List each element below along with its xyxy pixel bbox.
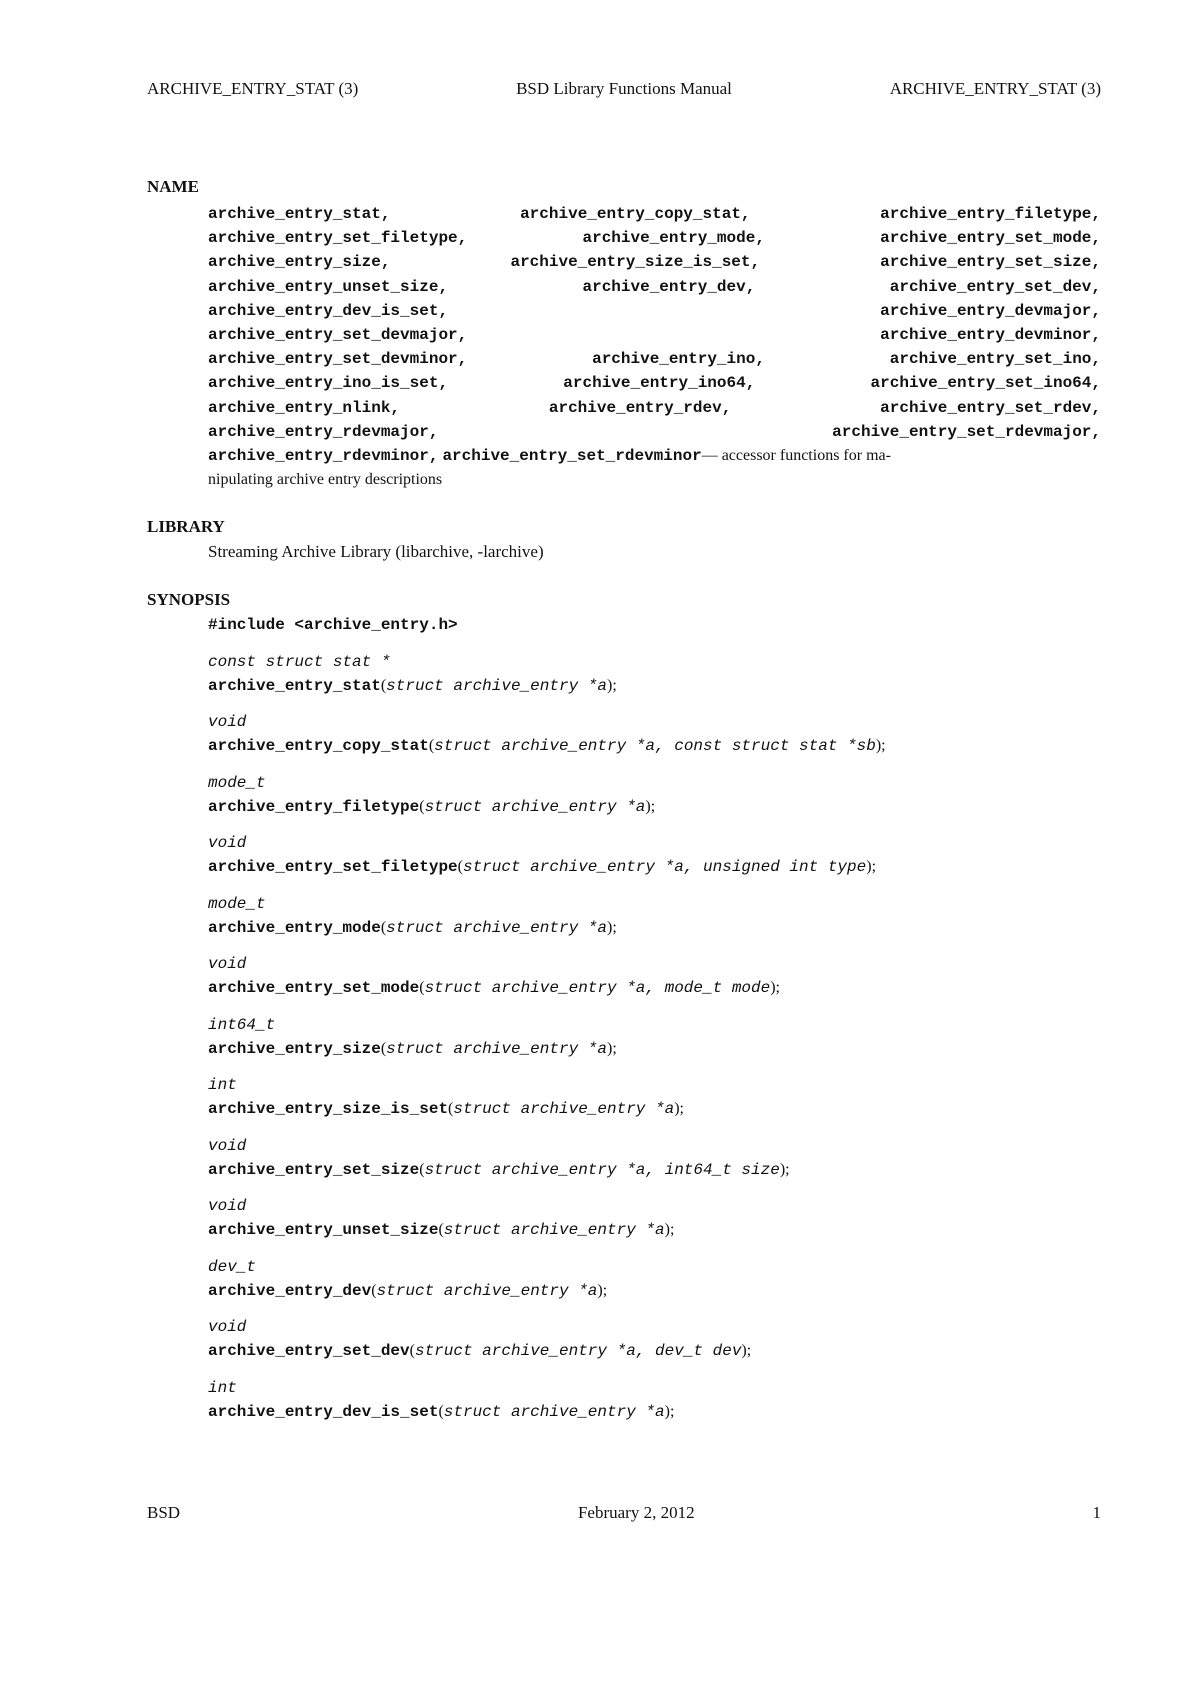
name-fn: archive_entry_ino_is_set, (208, 374, 449, 393)
name-fn: archive_entry_nlink, (208, 398, 401, 417)
function-name: archive_entry_set_size (208, 1160, 420, 1179)
synopsis-body (208, 613, 1101, 1436)
prototype (208, 1073, 1101, 1121)
return-type: void (208, 713, 247, 731)
name-fn: archive_entry_ino64, (563, 374, 756, 393)
name-fn: archive_entry_rdevminor, (208, 446, 439, 465)
name-line (208, 347, 1101, 371)
return-type: void (208, 834, 247, 852)
name-line (208, 299, 1101, 323)
name-fn: archive_entry_set_rdev, (880, 398, 1101, 417)
function-args: struct archive_entry *a (376, 1281, 598, 1300)
name-fn: archive_entry_copy_stat, (520, 205, 751, 223)
name-fn: archive_entry_unset_size, (208, 277, 449, 296)
function-args: struct archive_entry *a, int64_t size (424, 1160, 780, 1179)
return-type: mode_t (208, 894, 266, 913)
name-line (208, 420, 1101, 444)
prototype (208, 1315, 1101, 1363)
name-fn: archive_entry_set_devmajor, (208, 325, 468, 344)
name-line (208, 371, 1101, 395)
footer-center: February 2, 2012 (577, 1503, 695, 1522)
prototype (208, 1376, 1101, 1424)
function-args: struct archive_entry *a, const struct stat *sb (434, 737, 876, 755)
name-fn: archive_entry_set_devminor, (208, 350, 468, 369)
name-fn: archive_entry_devmajor, (880, 301, 1101, 320)
function-signature: archive_entry_size(struct archive_entry *a); (208, 1039, 617, 1058)
section-name-heading: NAME (147, 177, 199, 196)
library-text: Streaming Archive Library (libarchive, -larchive) (208, 542, 544, 561)
name-function-list (208, 202, 1101, 444)
name-section-body (208, 202, 1101, 492)
function-signature: archive_entry_dev_is_set(struct archive_entry *a); (208, 1402, 675, 1421)
name-fn: archive_entry_set_size, (880, 253, 1101, 272)
name-fn: archive_entry_set_mode, (880, 229, 1101, 248)
function-signature: archive_entry_size_is_set(struct archive_entry *a); (208, 1100, 684, 1118)
header-left: ARCHIVE_ENTRY_STAT (3) (147, 79, 359, 98)
prototype (208, 1194, 1101, 1242)
name-fn: archive_entry_rdevmajor, (208, 422, 439, 441)
function-args: struct archive_entry *a (386, 1039, 607, 1058)
name-desc-part1: — accessor functions for ma- (701, 446, 891, 464)
name-fn: archive_entry_dev, (582, 277, 756, 296)
prototype (208, 710, 1101, 758)
function-args: struct archive_entry *a (443, 1402, 665, 1421)
name-fn: archive_entry_set_rdevmajor, (832, 422, 1101, 441)
function-signature: archive_entry_set_dev(struct archive_entry *a, dev_t dev); (208, 1342, 752, 1360)
prototype (208, 771, 1101, 819)
prototype (208, 1134, 1101, 1182)
function-args: struct archive_entry *a, dev_t dev (414, 1342, 742, 1360)
prototype (208, 650, 1101, 698)
return-type: mode_t (208, 773, 266, 792)
function-signature: archive_entry_mode(struct archive_entry *a); (208, 918, 617, 937)
function-name: archive_entry_size_is_set (208, 1100, 449, 1118)
prototype (208, 831, 1101, 879)
return-type: void (208, 1136, 247, 1155)
name-fn: archive_entry_filetype, (880, 205, 1101, 223)
function-signature: archive_entry_set_size(struct archive_entry *a, int64_t size); (208, 1160, 790, 1179)
function-args: struct archive_entry *a (424, 797, 646, 816)
prototype (208, 952, 1101, 1000)
return-type: dev_t (208, 1257, 257, 1276)
function-signature: archive_entry_copy_stat(struct archive_entry *a, const struct stat *sb); (208, 737, 886, 755)
function-args: struct archive_entry *a (443, 1221, 665, 1239)
name-fn: archive_entry_set_ino, (889, 350, 1101, 369)
include-directive: #include <archive_entry.h> (208, 616, 458, 634)
name-line (208, 396, 1101, 420)
return-type: void (208, 955, 247, 973)
function-args: struct archive_entry *a (386, 918, 607, 937)
name-fn: archive_entry_devminor, (880, 325, 1101, 344)
footer-page-number: 1 (1092, 1503, 1101, 1522)
name-line (208, 202, 1101, 226)
prototype (208, 1255, 1101, 1303)
name-fn: archive_entry_set_rdevminor (442, 446, 702, 465)
return-type: const struct stat * (208, 652, 391, 671)
function-name: archive_entry_set_mode (208, 979, 420, 997)
function-name: archive_entry_dev (208, 1281, 372, 1300)
name-fn: archive_entry_size_is_set, (510, 253, 761, 272)
name-line (208, 275, 1101, 299)
function-name: archive_entry_set_filetype (208, 858, 458, 876)
function-signature: archive_entry_set_mode(struct archive_entry *a, mode_t mode); (208, 979, 780, 997)
name-line-last (208, 444, 1101, 468)
function-signature: archive_entry_dev(struct archive_entry *a); (208, 1281, 608, 1300)
header-center: BSD Library Functions Manual (516, 79, 732, 98)
name-desc-part2: nipulating archive entry descriptions (208, 471, 443, 489)
name-fn: archive_entry_size, (208, 253, 391, 272)
page-header (147, 79, 1101, 99)
prototype (208, 892, 1101, 940)
name-fn: archive_entry_mode, (582, 229, 765, 248)
name-fn: archive_entry_set_dev, (889, 277, 1101, 296)
function-name: archive_entry_unset_size (208, 1221, 439, 1239)
function-signature: archive_entry_set_filetype(struct archive_entry *a, unsigned int type); (208, 858, 877, 876)
return-type: int64_t (208, 1015, 276, 1034)
header-right: ARCHIVE_ENTRY_STAT (3) (889, 79, 1101, 98)
return-type: int (208, 1378, 237, 1397)
function-name: archive_entry_mode (208, 918, 381, 937)
function-name: archive_entry_size (208, 1039, 381, 1058)
function-name: archive_entry_copy_stat (208, 737, 429, 755)
name-fn: archive_entry_set_ino64, (870, 374, 1101, 393)
name-line (208, 323, 1101, 347)
return-type: void (208, 1197, 247, 1215)
name-fn: archive_entry_rdev, (548, 398, 732, 417)
function-args: struct archive_entry *a (386, 676, 607, 695)
function-signature: archive_entry_unset_size(struct archive_entry *a); (208, 1221, 675, 1239)
name-line (208, 226, 1101, 250)
return-type: int (208, 1076, 237, 1094)
function-args: struct archive_entry *a (453, 1100, 675, 1118)
function-name: archive_entry_stat (208, 676, 381, 695)
section-library-heading: LIBRARY (147, 517, 225, 536)
function-name: archive_entry_dev_is_set (208, 1402, 439, 1421)
prototype (208, 1013, 1101, 1061)
name-fn: archive_entry_set_filetype, (208, 229, 468, 248)
footer-left: BSD (147, 1503, 181, 1522)
function-args: struct archive_entry *a, mode_t mode (424, 979, 771, 997)
name-line (208, 250, 1101, 274)
function-signature: archive_entry_stat(struct archive_entry *a); (208, 676, 617, 695)
function-signature: archive_entry_filetype(struct archive_entry *a); (208, 797, 656, 816)
return-type: void (208, 1318, 247, 1336)
name-fn: archive_entry_dev_is_set, (208, 301, 449, 320)
function-name: archive_entry_filetype (208, 797, 420, 816)
page-footer (147, 1503, 1101, 1523)
prototype-list (208, 650, 1101, 1424)
name-fn: archive_entry_ino, (592, 350, 765, 369)
function-args: struct archive_entry *a, unsigned int type (462, 858, 867, 876)
function-name: archive_entry_set_dev (208, 1342, 410, 1360)
name-fn: archive_entry_stat, (208, 205, 391, 223)
section-synopsis-heading: SYNOPSIS (147, 590, 231, 609)
